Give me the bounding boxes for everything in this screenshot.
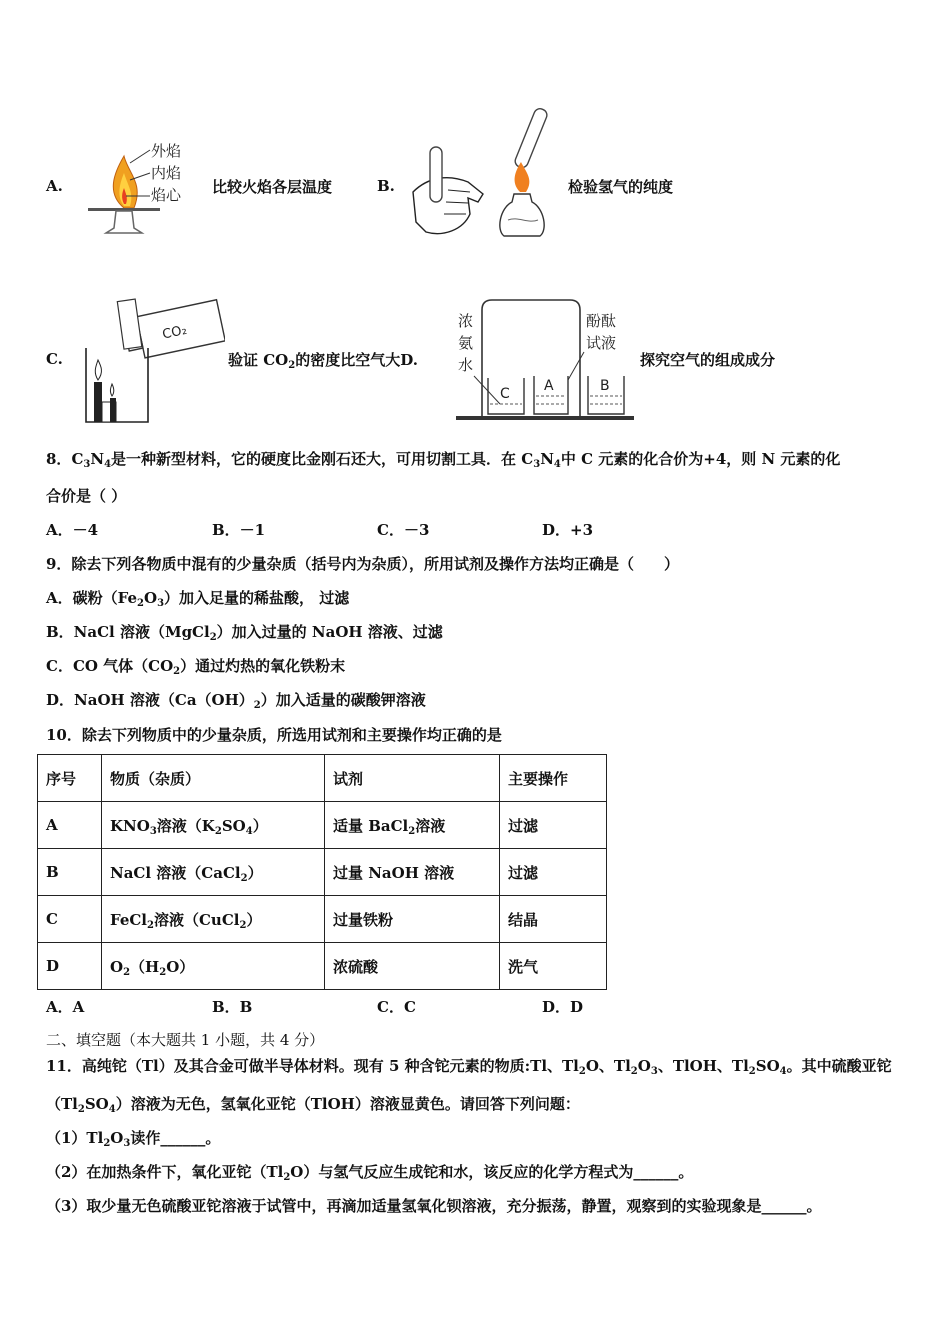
q7-option-b-caption: 检验氢气的纯度 xyxy=(568,178,674,196)
row-operation: 过滤 xyxy=(500,849,607,896)
hydrogen-purity-figure xyxy=(408,102,558,242)
q9-stem: 9．除去下列各物质中混有的少量杂质（括号内为杂质），所用试剂及操作方法均正确是（ ） xyxy=(46,555,679,573)
section-title: 二、填空题（本大题共 1 小题，共 4 分） xyxy=(46,1031,325,1049)
row-substance: $O_2(H_2O)$ xyxy=(102,943,325,990)
phenolphthalein-label-1: 酚酞 xyxy=(586,312,617,330)
inner-flame-label: 内焰 xyxy=(151,164,182,182)
flame-core-label: 焰心 xyxy=(151,186,182,204)
q11-part-1[interactable]: $(1)Tl_2O_3$读作______。 xyxy=(46,1129,221,1149)
base-plate-icon xyxy=(456,416,634,420)
row-reagent: 过量 NaOH 溶液 xyxy=(325,849,500,896)
flame-icon xyxy=(113,156,137,208)
row-reagent: 适量 BaCl$_2$溶液 xyxy=(325,802,500,849)
q11-part-3[interactable]: （3）取少量无色硫酸亚铊溶液于试管中，再滴加适量氢氧化钡溶液，充分振荡，静置，观察到的实验现象是______。 xyxy=(46,1197,822,1215)
ammonia-label-1: 浓 xyxy=(458,312,474,330)
row-id: D xyxy=(38,943,102,990)
beaker-a-label: A xyxy=(544,378,554,394)
row-id: A xyxy=(38,802,102,849)
table-row xyxy=(38,849,607,896)
q7-option-a-letter: A. xyxy=(46,177,63,195)
q7-option-c-caption: 验证 $CO_2$的密度比空气大D. xyxy=(228,351,418,371)
header-cell: 主要操作 xyxy=(500,755,607,802)
q7-option-c-letter: C. xyxy=(46,350,63,368)
q8-sub-3b: 3 xyxy=(533,459,541,470)
inverted-test-tube-icon xyxy=(513,107,548,169)
q8-option-c[interactable]: C．－3 xyxy=(377,521,430,539)
beaker-c-label: C xyxy=(500,386,510,402)
row-reagent: 过量铁粉 xyxy=(325,896,500,943)
table-row xyxy=(38,896,607,943)
row-operation: 结晶 xyxy=(500,896,607,943)
q10-option-a[interactable]: A．A xyxy=(46,998,85,1016)
q8-option-d[interactable]: D．+3 xyxy=(542,521,594,539)
q7-option-b-letter: B. xyxy=(377,177,395,195)
header-cell: 试剂 xyxy=(325,755,500,802)
q8-stem-line1: 8．$C_3N_4$是一种新型材料，它的硬度比金刚石还大，可用切割工具．在 $C_3N_4$中 C 元素的化合价为+4，则 N 元素的化 xyxy=(46,450,841,470)
q11-part-2[interactable]: （2）在加热条件下，氧化亚铊$(Tl_2O)$与氢气反应生成铊和水，该反应的化学方程式为______。 xyxy=(46,1163,694,1183)
hand-icon xyxy=(413,178,483,234)
candle-flame-icon xyxy=(95,360,101,380)
q9-option-d[interactable]: D．NaOH 溶液$(Ca(OH)_2)$加入适量的碳酸钾溶液 xyxy=(46,691,426,711)
row-id: C xyxy=(38,896,102,943)
row-id: B xyxy=(38,849,102,896)
q10-option-d[interactable]: D．D xyxy=(542,998,584,1016)
ammonia-label-3: 水 xyxy=(458,356,474,374)
q8-sub-4b: 4 xyxy=(553,459,561,470)
beaker-b-label: B xyxy=(600,378,610,394)
table-row xyxy=(38,943,607,990)
q7-option-d-letter: D. xyxy=(400,351,418,369)
q10-stem: 10．除去下列物质中的少量杂质，所选用试剂和主要操作均正确的是 xyxy=(46,726,502,744)
q11-stem-line1: 11．高纯铊（Tl）及其合金可做半导体材料。现有 5 种含铊元素的物质:Tl、$Tl_2O$、$Tl_2O_3$、TlOH、$Tl_2SO_4$。其中硫酸亚铊 xyxy=(46,1057,892,1077)
q10-option-c[interactable]: C．C xyxy=(377,998,416,1016)
table-row xyxy=(38,802,607,849)
candle-tall-icon xyxy=(94,382,102,422)
burner-icon xyxy=(106,211,142,233)
row-substance: FeCl$_2$溶液（CuCl$_2$） xyxy=(102,896,325,943)
phenolphthalein-label-2: 试液 xyxy=(586,334,617,352)
q9-option-c[interactable]: C．CO 气体$(CO_2)$通过灼热的氧化铁粉末 xyxy=(46,657,346,677)
row-operation: 洗气 xyxy=(500,943,607,990)
co2-density-figure xyxy=(80,290,225,425)
q11-stem-line2: $(Tl_2SO_4)$溶液为无色，氢氧化亚铊（TlOH）溶液显黄色。请回答下列问题： xyxy=(46,1095,580,1115)
co2-bottle-label: CO₂ xyxy=(161,322,189,343)
header-cell: 物质（杂质） xyxy=(102,755,325,802)
q7-option-a-caption: 比较火焰各层温度 xyxy=(212,178,333,196)
candle-short-icon xyxy=(110,398,116,422)
row-substance: $KNO_3$溶液$(K_2SO_4)$ xyxy=(102,802,325,849)
q8-option-b[interactable]: B．－1 xyxy=(212,521,266,539)
flame-icon xyxy=(515,162,530,192)
row-substance: NaCl 溶液（CaCl$_2$） xyxy=(102,849,325,896)
q9-option-a[interactable]: A．碳粉$(Fe_2O_3)$加入足量的稀盐酸， 过滤 xyxy=(46,589,350,609)
test-tube-icon xyxy=(430,147,442,202)
outer-flame-label: 外焰 xyxy=(151,142,182,160)
q7-option-d-caption: 探究空气的组成成分 xyxy=(640,351,776,369)
table-header-row xyxy=(38,755,607,802)
flame-layers-figure xyxy=(86,138,196,243)
ammonia-label-2: 氨 xyxy=(458,334,474,352)
bell-jar-icon xyxy=(482,300,580,416)
row-reagent: 浓硫酸 xyxy=(325,943,500,990)
row-operation: 过滤 xyxy=(500,802,607,849)
q8-stem-line2: 合价是（ ） xyxy=(46,487,127,505)
alcohol-lamp-icon xyxy=(500,194,544,236)
q10-option-b[interactable]: B．B xyxy=(212,998,253,1016)
header-cell: 序号 xyxy=(38,755,102,802)
q8-option-a[interactable]: A．－4 xyxy=(46,521,99,539)
q10-table xyxy=(37,754,607,990)
q9-option-b[interactable]: B．NaCl 溶液（MgCl$_2$）加入过量的 NaOH 溶液、过滤 xyxy=(46,623,443,643)
ammonia-diffusion-figure xyxy=(456,296,634,424)
